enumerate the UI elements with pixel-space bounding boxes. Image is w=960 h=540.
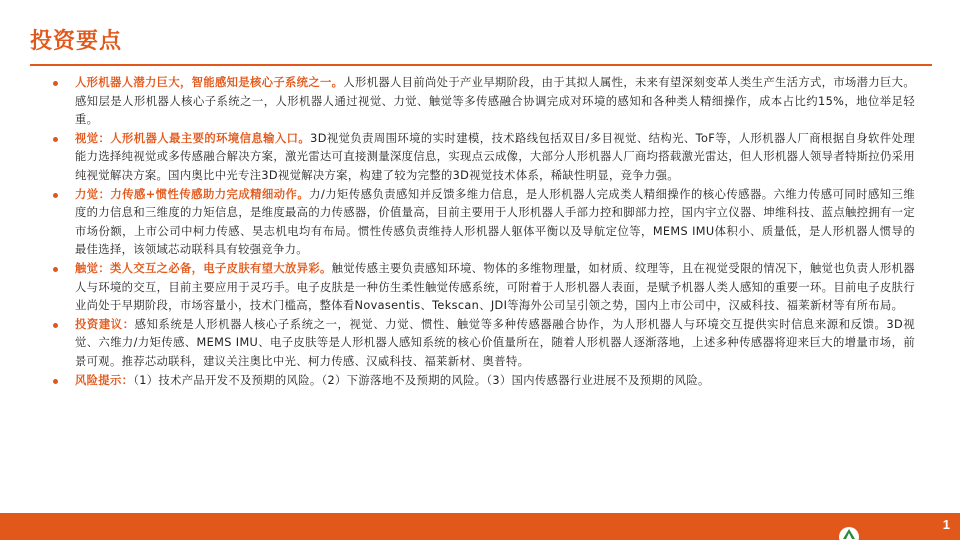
- bullet-body: 感知系统是人形机器人核心子系统之一，视觉、力觉、惯性、触觉等多种传感器融合协作，为人形机器人与环境交互提供实时信息来源和反馈。3D视觉、六维力/力矩传感、MEMS IMU、电子皮肤等是人形机器人感知系统的核心价值量所在，随着人形机器人逐渐落地，上述多种传感器将迎来巨大的增量市场，前景可观。推荐芯动联科，建议关注奥比中光、柯力传感、汉威科技、福莱新材、奥普特。: [75, 317, 915, 368]
- bullet-dot-icon: [53, 137, 58, 142]
- bullet-heading: 视觉：人形机器人最主要的环境信息输入口。: [75, 131, 311, 145]
- bullet-dot-icon: [53, 193, 58, 198]
- bullet-body: 人形机器人目前尚处于产业早期阶段，由于其拟人属性，未来有望深刻变革人类生产生活方式，市场潜力巨大。感知层是人形机器人核心子系统之一，人形机器人通过视觉、力觉、触觉等多传感融合协调完成对环境的感知和各种类人精细操作，成本占比约15%，地位举足轻重。: [75, 76, 915, 127]
- bullet-heading: 风险提示：: [75, 373, 134, 387]
- bullet-heading: 投资建议：: [75, 317, 135, 331]
- bullet-dot-icon: [53, 267, 58, 272]
- bullet-body: 3D视觉负责周围环境的实时建模，技术路线包括双目/多目视觉、结构光、ToF等，人形机器人厂商根据自身软件处理能力选择纯视觉或多传感融合解决方案，激光雷达可直接测量深度信息，实现点云成像，大部分人形机器人厂商均搭载激光雷达，但人形机器人领导者特斯拉仍采用纯视觉解决方案。国内奥比中光专注3D视觉解决方案，构建了较为完整的3D视觉技术体系，稀缺性明显，竞争力强。: [75, 131, 915, 182]
- bullet-item-vision: [53, 130, 915, 186]
- bullet-item-force: [53, 186, 915, 260]
- bullet-heading: 人形机器人潜力巨大，智能感知是核心子系统之一。: [75, 76, 344, 89]
- bullet-item-touch: [53, 260, 915, 316]
- bullet-item-investment-advice: [53, 316, 915, 372]
- bullet-item-risk-warning: [53, 372, 915, 391]
- bullet-body: 力/力矩传感负责感知并反馈多维力信息，是人形机器人完成类人精细操作的核心传感器。六维力传感可同时感知三维度的力信息和三维度的力矩信息，是维度最高的力传感器，价值量高，目前主要用于人形机器人手部力控和脚部力控，国内宇立仪器、坤维科技、蓝点触控拥有一定市场份额，上市公司中柯力传感、昊志机电均有布局。惯性传感负责维持人形机器人躯体平衡以及导航定位等，MEMS IMU体积小、质量低，是人形机器人惯导的最佳选择，该领域芯动联科具有较强竞争力。: [75, 187, 916, 257]
- bullet-heading: 力觉：力传感+惯性传感助力完成精细动作。: [75, 187, 310, 201]
- bullet-body: （1）技术产品开发不及预期的风险。（2）下游落地不及预期的风险。（3）国内传感器行业进展不及预期的风险。: [133, 373, 710, 387]
- footer-bar: [0, 513, 960, 540]
- key-points-list: [53, 74, 915, 390]
- page-number: 1: [942, 517, 950, 532]
- title-divider: [30, 64, 932, 66]
- bullet-heading: 触觉：类人交互之必备，电子皮肤有望大放异彩。: [75, 261, 332, 275]
- bullet-dot-icon: [53, 379, 58, 384]
- bullet-dot-icon: [53, 81, 58, 86]
- bullet-item-ai-potential: [53, 74, 915, 130]
- bullet-body: 触觉传感主要负责感知环境、物体的多维物理量，如材质、纹理等，且在视觉受限的情况下，触觉也负责人形机器人与环境的交互，目前主要应用于灵巧手。电子皮肤是一种仿生柔性触觉传感系统，可附着于人形机器人表面，是赋予机器人类人感知的重要一环。目前电子皮肤行业尚处于早期阶段，市场容量小，技术门槛高，整体看Novasentis、Tekscan、JDI等海外公司呈引领之势，国内上市公司中，汉威科技、福莱新材等有所布局。: [75, 261, 915, 313]
- page-title: 投资要点: [30, 28, 123, 54]
- bullet-dot-icon: [53, 323, 58, 328]
- company-logo-icon: [838, 525, 860, 540]
